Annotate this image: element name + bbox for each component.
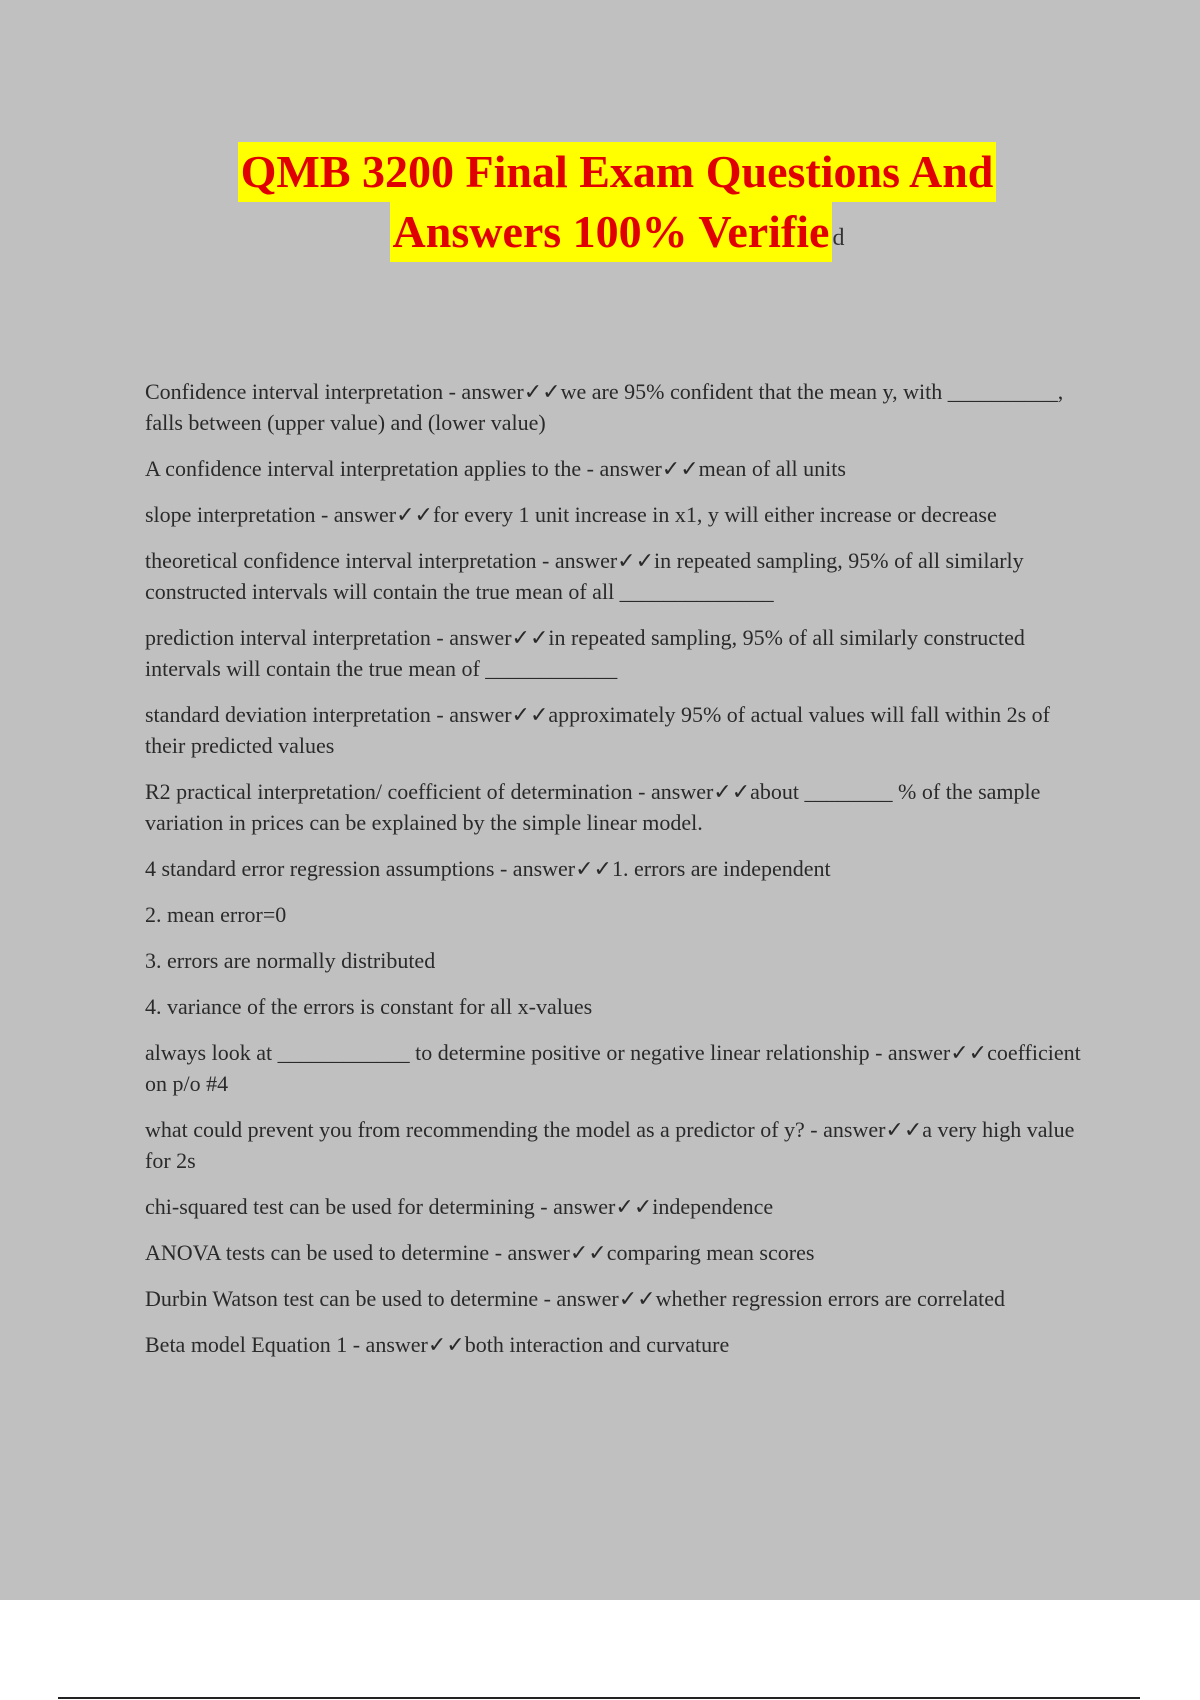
qa-entry: chi-squared test can be used for determining - answer✓✓independence — [145, 1194, 774, 1219]
qa-entry: always look at ____________ to determine positive or negative linear relationship - answer✓✓coefficient on p/o #4 — [145, 1040, 1081, 1096]
qa-entry: prediction interval interpretation - answer✓✓in repeated sampling, 95% of all similarly constructed intervals will contain the true mean of ____________ — [145, 625, 1025, 681]
qa-entry: standard deviation interpretation - answer✓✓approximately 95% of actual values will fall within 2s of their predicted values — [145, 702, 1050, 758]
qa-entry: what could prevent you from recommending the model as a predictor of y? - answer✓✓a very high value for 2s — [145, 1117, 1075, 1173]
qa-entry: Durbin Watson test can be used to determine - answer✓✓whether regression errors are correlated — [145, 1286, 1005, 1311]
qa-entry: 3. errors are normally distributed — [145, 948, 436, 973]
title-line-1: QMB 3200 Final Exam Questions And — [238, 142, 997, 202]
qa-entry: slope interpretation - answer✓✓for every 1 unit increase in x1, y will either increase or decrease — [145, 502, 997, 527]
qa-entry: 4. variance of the errors is constant for all x-values — [145, 994, 593, 1019]
qa-entry: R2 practical interpretation/ coefficient of determination - answer✓✓about ________ % of the sample variation in prices can be explained by the simple linear model. — [145, 779, 1041, 835]
qa-entry: Confidence interval interpretation - answer✓✓we are 95% confident that the mean y, with __________, falls between (upper value) and (lower value) — [145, 379, 1064, 435]
qa-list — [145, 376, 1095, 1375]
document-title — [0, 142, 1200, 262]
footer-divider — [58, 1697, 1140, 1699]
qa-entry: ANOVA tests can be used to determine - answer✓✓comparing mean scores — [145, 1240, 815, 1265]
title-tail: d — [832, 225, 845, 251]
qa-entry: Beta model Equation 1 - answer✓✓both interaction and curvature — [145, 1332, 730, 1357]
qa-entry: 4 standard error regression assumptions - answer✓✓1. errors are independent — [145, 856, 831, 881]
qa-entry: 2. mean error=0 — [145, 902, 287, 927]
qa-entry: A confidence interval interpretation applies to the - answer✓✓mean of all units — [145, 456, 846, 481]
title-line-2: Answers 100% Verifie — [390, 202, 833, 262]
qa-entry: theoretical confidence interval interpretation - answer✓✓in repeated sampling, 95% of all similarly constructed intervals will contain the true mean of all ______________ — [145, 548, 1024, 604]
